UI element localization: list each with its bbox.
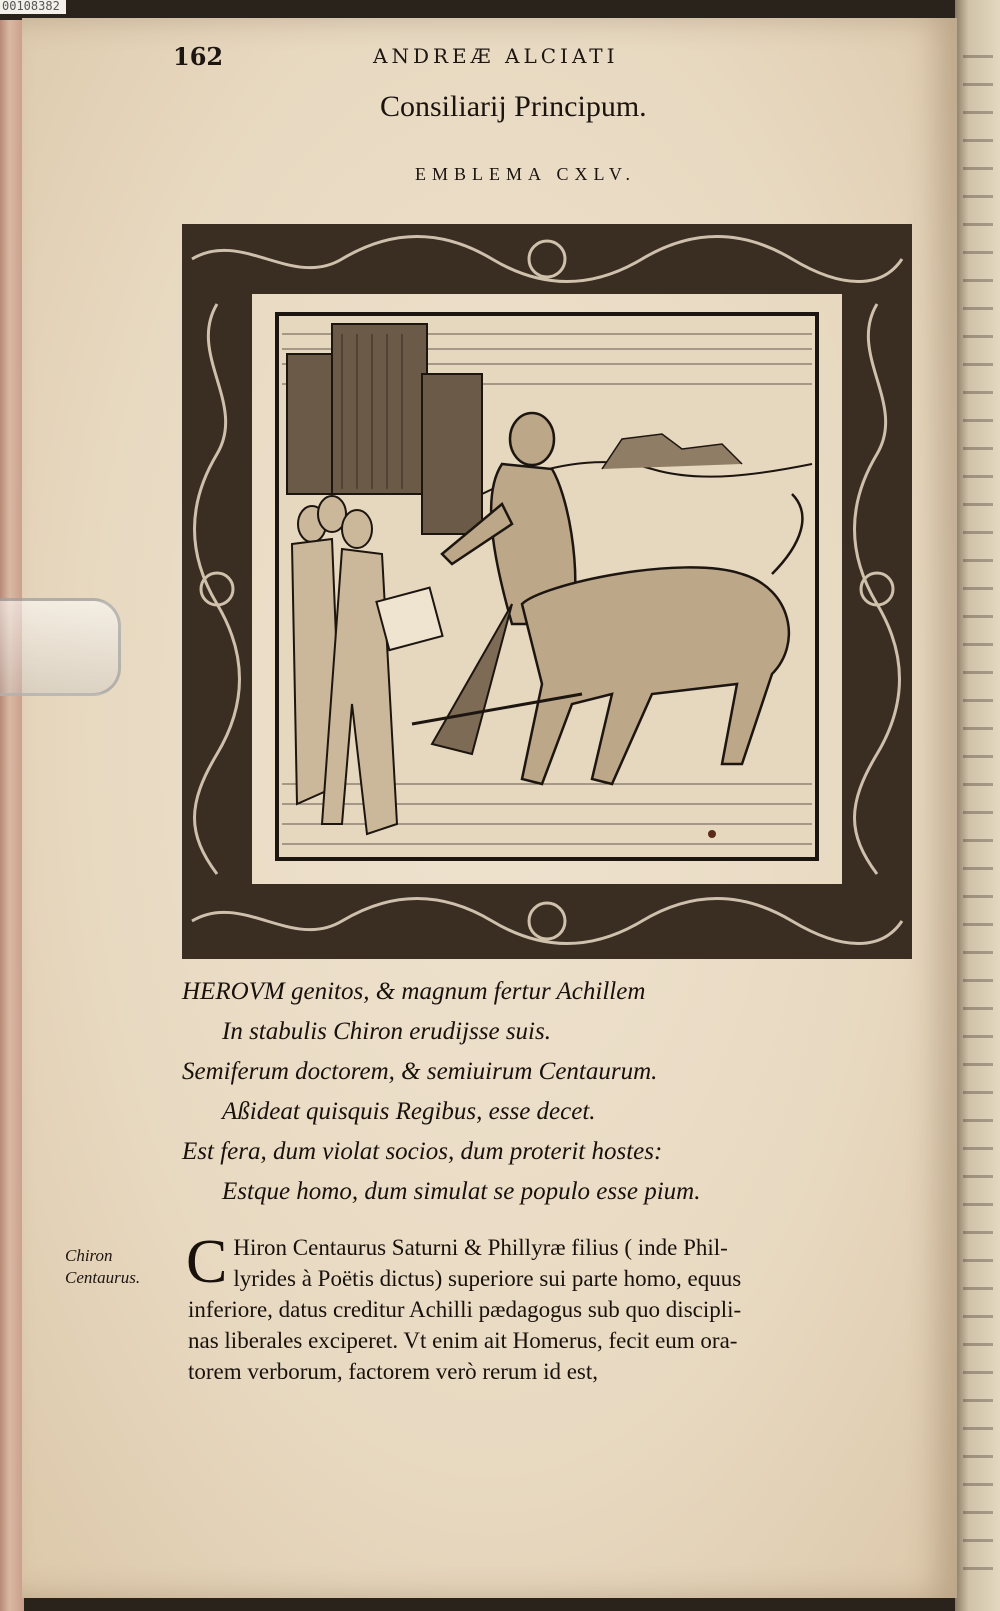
page-clip: [0, 598, 121, 696]
margin-note: Chiron Centaurus.: [65, 1246, 141, 1287]
facing-page-edge: [955, 0, 1000, 1611]
running-head: ANDREÆ ALCIATI: [373, 44, 619, 68]
commentary-line: lyrides à Poëtis dictus) superiore sui parte homo, equus: [233, 1266, 742, 1291]
scan-id-label: 00108382: [0, 0, 66, 14]
verse-line: Est fera, dum violat socios, dum proterit hostes:: [182, 1138, 663, 1165]
emblem-verse: [182, 972, 902, 1212]
verse-line: Aßideat quisquis Regibus, esse decet.: [222, 1098, 596, 1125]
page-number: 162: [173, 42, 224, 71]
commentary-line: Hiron Centaurus Saturni & Phillyræ filius ( inde Phil-: [233, 1235, 728, 1260]
verse-line: Estque homo, dum simulat se populo esse pium.: [222, 1178, 701, 1205]
emblem-number: EMBLEMA CXLV.: [415, 164, 637, 184]
drop-cap-initial: C: [186, 1228, 228, 1296]
book-page-edge: [0, 20, 24, 1611]
emblem-title: Consiliarij Principum.: [380, 90, 647, 123]
page-header: [173, 36, 873, 71]
woodcut-frame-svg: [182, 224, 912, 967]
commentary-line: inferiore, datus creditur Achilli pædagogus sub quo discipli-: [188, 1297, 742, 1322]
woodcut-illustration: [182, 224, 912, 967]
verse-line: Semiferum doctorem, & semiuirum Centaurum.: [182, 1058, 658, 1085]
commentary-line: nas liberales exciperet. Vt enim ait Homerus, fecit eum ora-: [188, 1328, 738, 1353]
verse-line: HEROVM genitos, & magnum fertur Achillem: [182, 978, 646, 1005]
commentary-line: torem verborum, factorem verò rerum id est,: [188, 1359, 599, 1384]
verse-line: In stabulis Chiron erudijsse suis.: [222, 1018, 551, 1045]
commentary-text: [186, 1228, 923, 1387]
